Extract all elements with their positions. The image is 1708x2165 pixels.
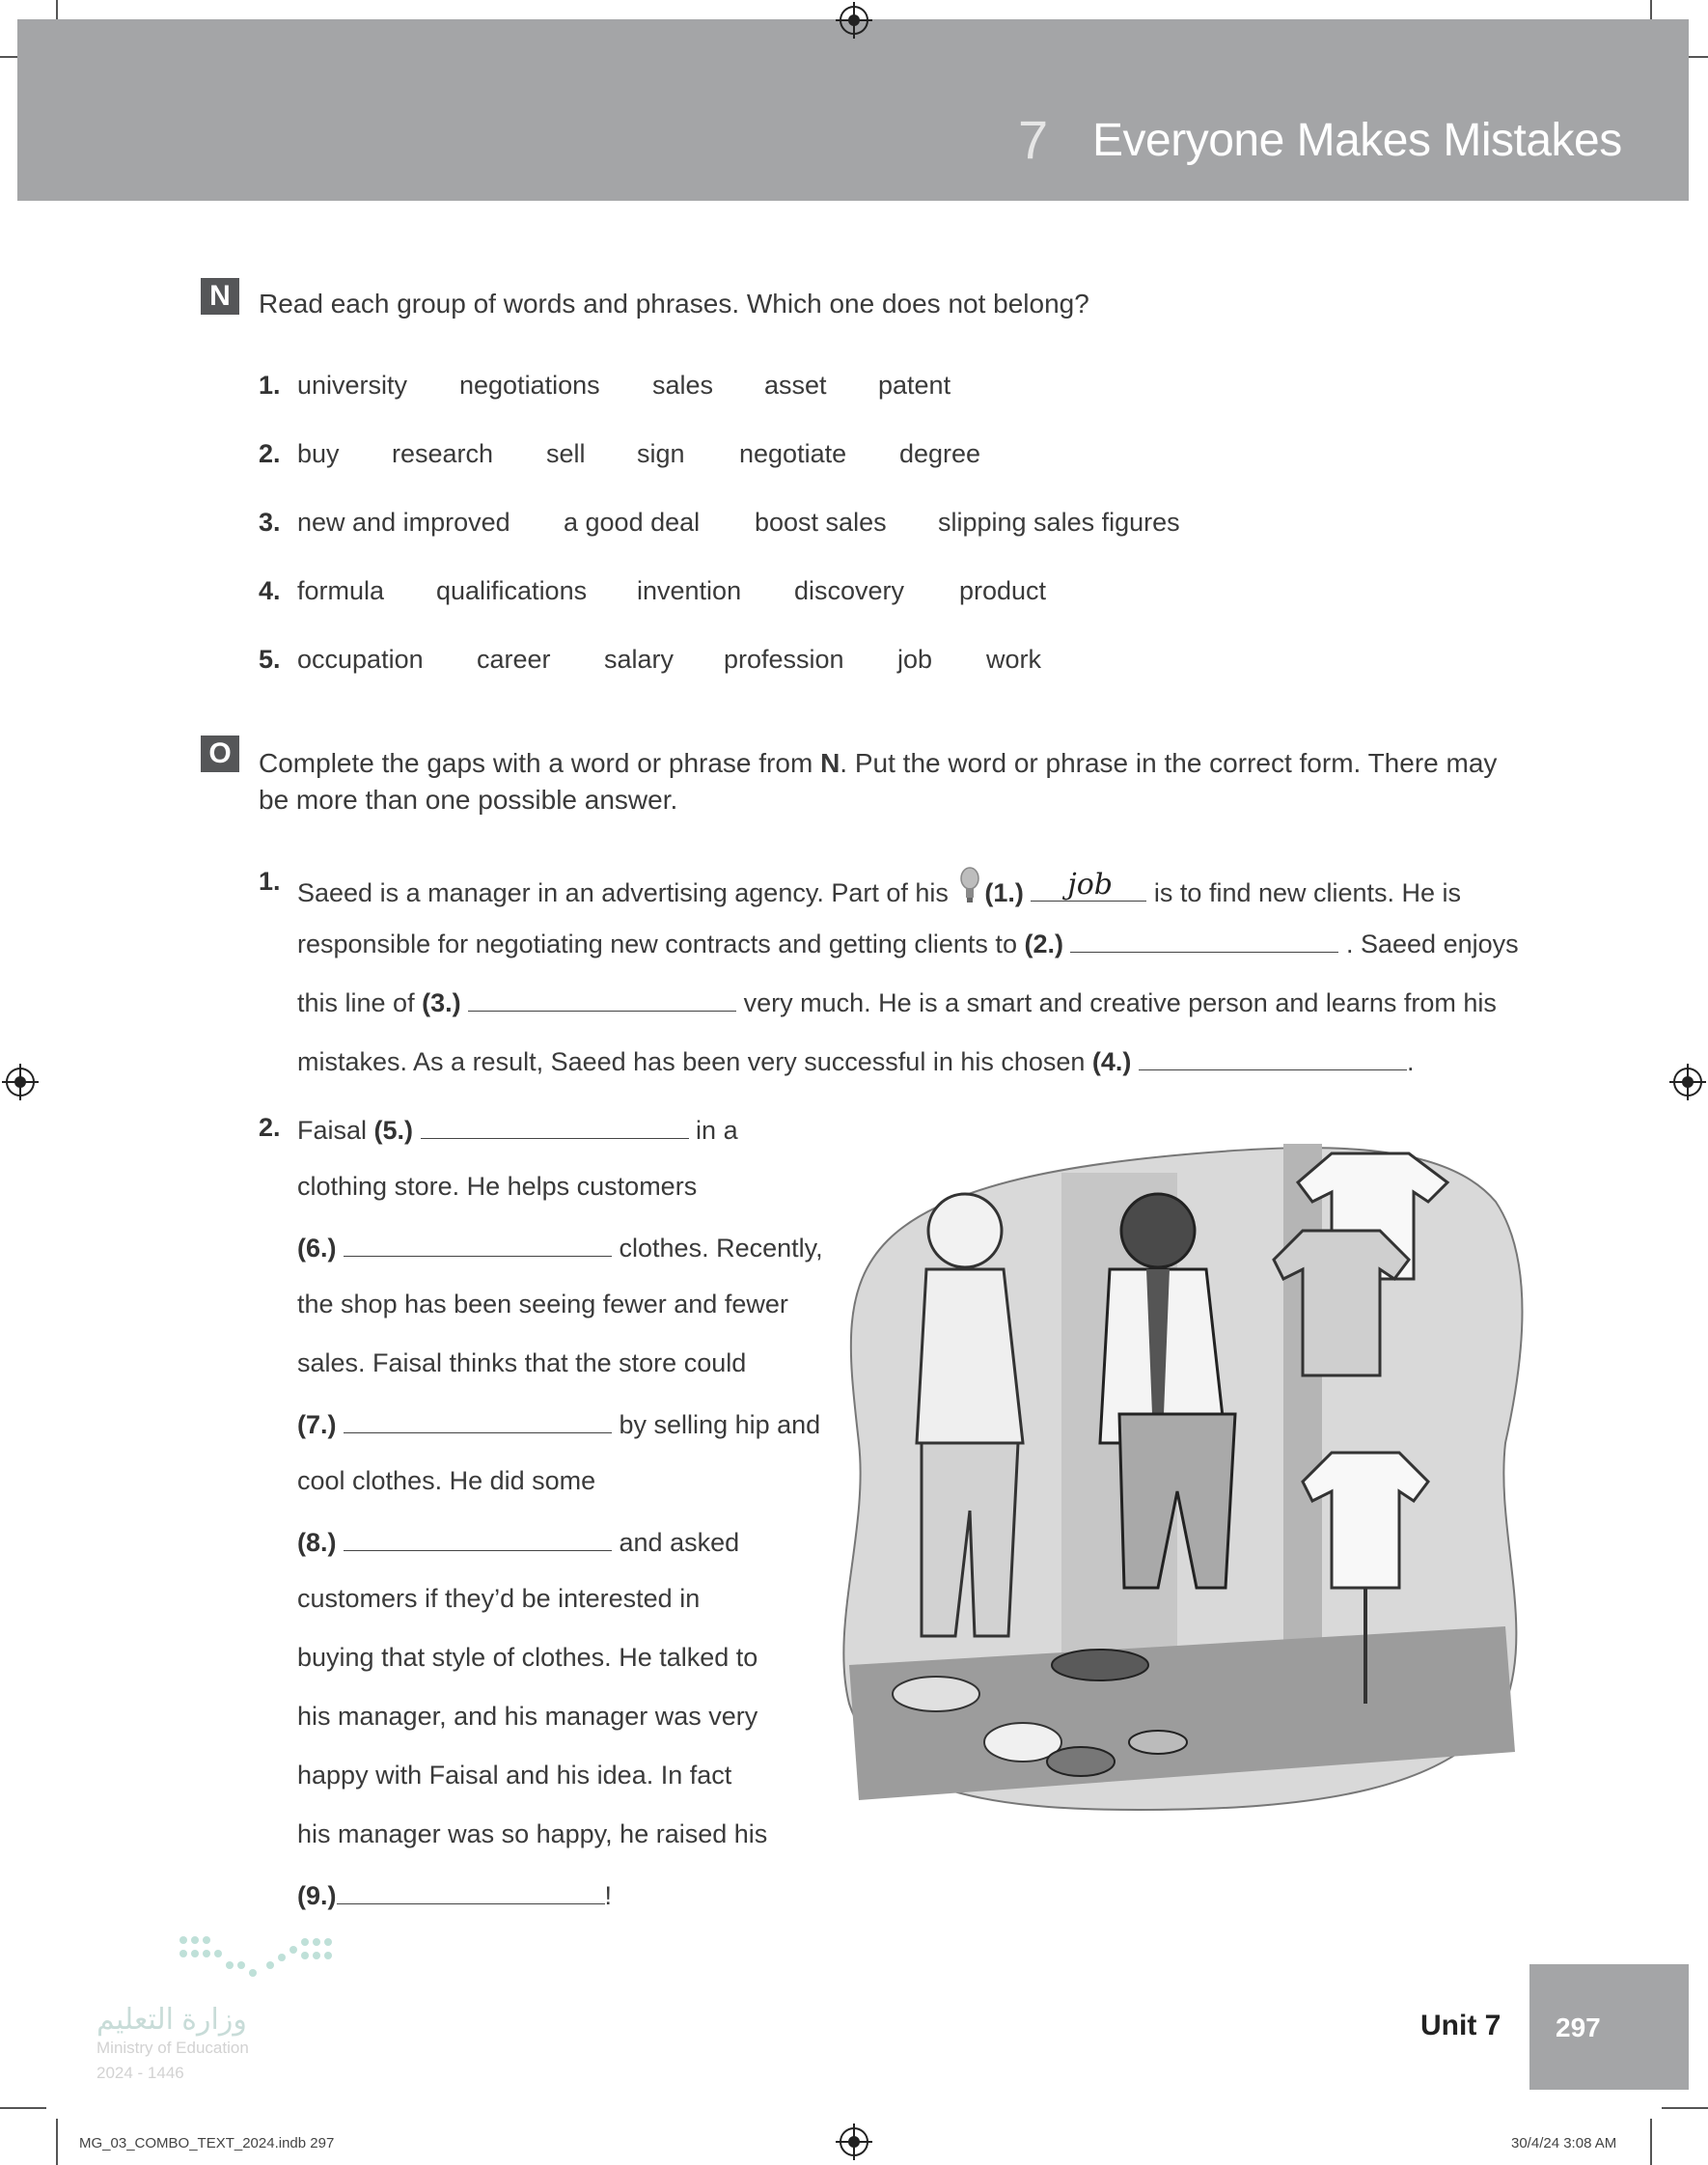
ministry-name-arabic: وزارة التعليم	[96, 2004, 247, 2036]
instruction-text: Complete the gaps with a word or phrase from	[259, 748, 821, 778]
page-number-box	[1529, 1964, 1689, 2090]
gap-number: (5.)	[373, 1116, 414, 1145]
text: mistakes. As a result, Saeed has been very successful in his chosen	[297, 1047, 1092, 1076]
print-slug-right: 30/4/24 3:08 AM	[1511, 2135, 1617, 2151]
crop-mark	[1650, 2119, 1652, 2165]
paragraph-line	[297, 1525, 739, 1558]
section-badge-o: O	[201, 736, 239, 772]
answer-blank[interactable]	[421, 1113, 689, 1139]
unit-label: Unit 7	[1420, 2010, 1501, 2041]
item-number: 3.	[259, 508, 281, 537]
item-number: 5.	[259, 645, 281, 674]
word-option: sales	[652, 371, 714, 400]
paragraph-line: his manager, and his manager was very	[297, 1702, 758, 1731]
word-option: slipping sales figures	[938, 508, 1180, 537]
text: this line of	[297, 988, 423, 1017]
registration-mark-icon	[840, 2127, 868, 2156]
handwritten-answer: job	[1067, 868, 1113, 902]
paragraph-line: sales. Faisal thinks that the store could	[297, 1348, 747, 1377]
word-option: research	[392, 439, 494, 468]
word-option: boost sales	[755, 508, 887, 537]
text: very much. He is a smart and creative person and learns from his	[736, 988, 1497, 1017]
instruction-bold: N	[820, 748, 840, 778]
text: . Saeed enjoys	[1338, 930, 1519, 958]
header-band	[17, 19, 1689, 201]
clothing-store-illustration	[830, 1124, 1544, 1829]
paragraph-line: his manager was so happy, he raised his	[297, 1819, 768, 1848]
paragraph-line: buying that style of clothes. He talked to	[297, 1643, 758, 1672]
unit-number: 7	[1018, 109, 1049, 170]
registration-mark-icon	[1673, 1068, 1702, 1096]
word-option: negotiations	[459, 371, 600, 400]
section-n-instruction: Read each group of words and phrases. Which one does not belong?	[259, 289, 1089, 319]
word-option: degree	[899, 439, 981, 468]
text: and asked	[612, 1528, 740, 1557]
text: responsible for negotiating new contracts and getting clients to	[297, 930, 1025, 958]
section-o-instruction-line2: be more than one possible answer.	[259, 785, 678, 815]
word-option: sign	[637, 439, 685, 468]
text: clothes. Recently,	[612, 1234, 823, 1263]
page-number: 297	[1556, 2012, 1601, 2042]
section-badge-n: N	[201, 278, 239, 315]
answer-blank[interactable]	[468, 985, 736, 1012]
item-number: 1.	[259, 867, 281, 896]
text: .	[1406, 1047, 1415, 1076]
word-option: sell	[546, 439, 586, 468]
paragraph-line	[297, 867, 1461, 912]
text: Saeed is a manager in an advertising agency. Part of his	[297, 878, 956, 907]
paragraph-line	[297, 927, 1519, 959]
instruction-text: . Put the word or phrase in the correct form. There may	[840, 748, 1498, 778]
lightbulb-icon	[959, 867, 980, 912]
crop-mark	[0, 2107, 46, 2109]
word-option: product	[959, 576, 1047, 605]
answer-blank[interactable]	[344, 1525, 612, 1551]
paragraph-line: clothing store. He helps customers	[297, 1172, 698, 1201]
paragraph-line	[297, 1044, 1414, 1077]
word-option: discovery	[794, 576, 905, 605]
paragraph-line	[297, 985, 1497, 1018]
answer-blank[interactable]	[1139, 1044, 1407, 1070]
word-option: job	[897, 645, 933, 674]
paragraph-line	[297, 1407, 820, 1440]
ministry-name-english: Ministry of Education	[96, 2039, 249, 2057]
text: in a	[688, 1116, 738, 1145]
paragraph-line: happy with Faisal and his idea. In fact	[297, 1761, 732, 1790]
gap-number: (1.)	[984, 878, 1024, 907]
paragraph-line	[297, 1878, 612, 1911]
text: !	[604, 1881, 613, 1910]
text: by selling hip and	[612, 1410, 821, 1439]
word-option: salary	[604, 645, 675, 674]
answer-blank[interactable]	[1070, 927, 1338, 953]
gap-number: (4.)	[1091, 1047, 1132, 1076]
word-option: profession	[724, 645, 844, 674]
answer-blank[interactable]	[344, 1407, 612, 1433]
item-number: 1.	[259, 371, 281, 400]
paragraph-line: the shop has been seeing fewer and fewer	[297, 1290, 788, 1318]
paragraph-line	[297, 1113, 738, 1146]
gap-number: (8.)	[297, 1528, 337, 1557]
paragraph-line	[297, 1231, 823, 1263]
ministry-year: 2024 - 1446	[96, 2064, 184, 2082]
gap-number: (2.)	[1024, 930, 1063, 958]
paragraph-line: cool clothes. He did some	[297, 1466, 596, 1495]
word-option: negotiate	[739, 439, 847, 468]
word-option: a good deal	[564, 508, 701, 537]
registration-mark-icon	[840, 6, 868, 35]
word-option: university	[297, 371, 408, 400]
text: is to find new clients. He is	[1146, 878, 1462, 907]
word-option: patent	[878, 371, 951, 400]
crop-mark	[56, 2119, 58, 2165]
word-option: formula	[297, 576, 385, 605]
word-option: asset	[764, 371, 827, 400]
ministry-logo-icon	[174, 1930, 347, 1988]
word-option: invention	[637, 576, 742, 605]
item-number: 2.	[259, 439, 281, 468]
word-option: work	[986, 645, 1042, 674]
section-o-instruction	[259, 745, 1497, 782]
page-title: Everyone Makes Mistakes	[1092, 115, 1622, 166]
crop-mark	[1662, 2107, 1708, 2109]
gap-number: (6.)	[297, 1234, 337, 1263]
item-number: 2.	[259, 1113, 281, 1142]
registration-mark-icon	[6, 1068, 35, 1096]
text: Faisal	[297, 1116, 374, 1145]
paragraph-line: customers if they’d be interested in	[297, 1584, 701, 1613]
answer-blank[interactable]	[337, 1878, 605, 1904]
print-slug-left: MG_03_COMBO_TEXT_2024.indb 297	[79, 2135, 335, 2151]
item-number: 4.	[259, 576, 281, 605]
word-option: occupation	[297, 645, 424, 674]
word-option: qualifications	[436, 576, 588, 605]
gap-number: (3.)	[422, 988, 461, 1017]
word-option: career	[477, 645, 551, 674]
word-option: buy	[297, 439, 340, 468]
gap-number: (7.)	[297, 1410, 337, 1439]
answer-blank[interactable]	[1031, 868, 1146, 908]
word-option: new and improved	[297, 508, 510, 537]
gap-number: (9.)	[297, 1881, 337, 1910]
answer-blank[interactable]	[344, 1231, 612, 1257]
